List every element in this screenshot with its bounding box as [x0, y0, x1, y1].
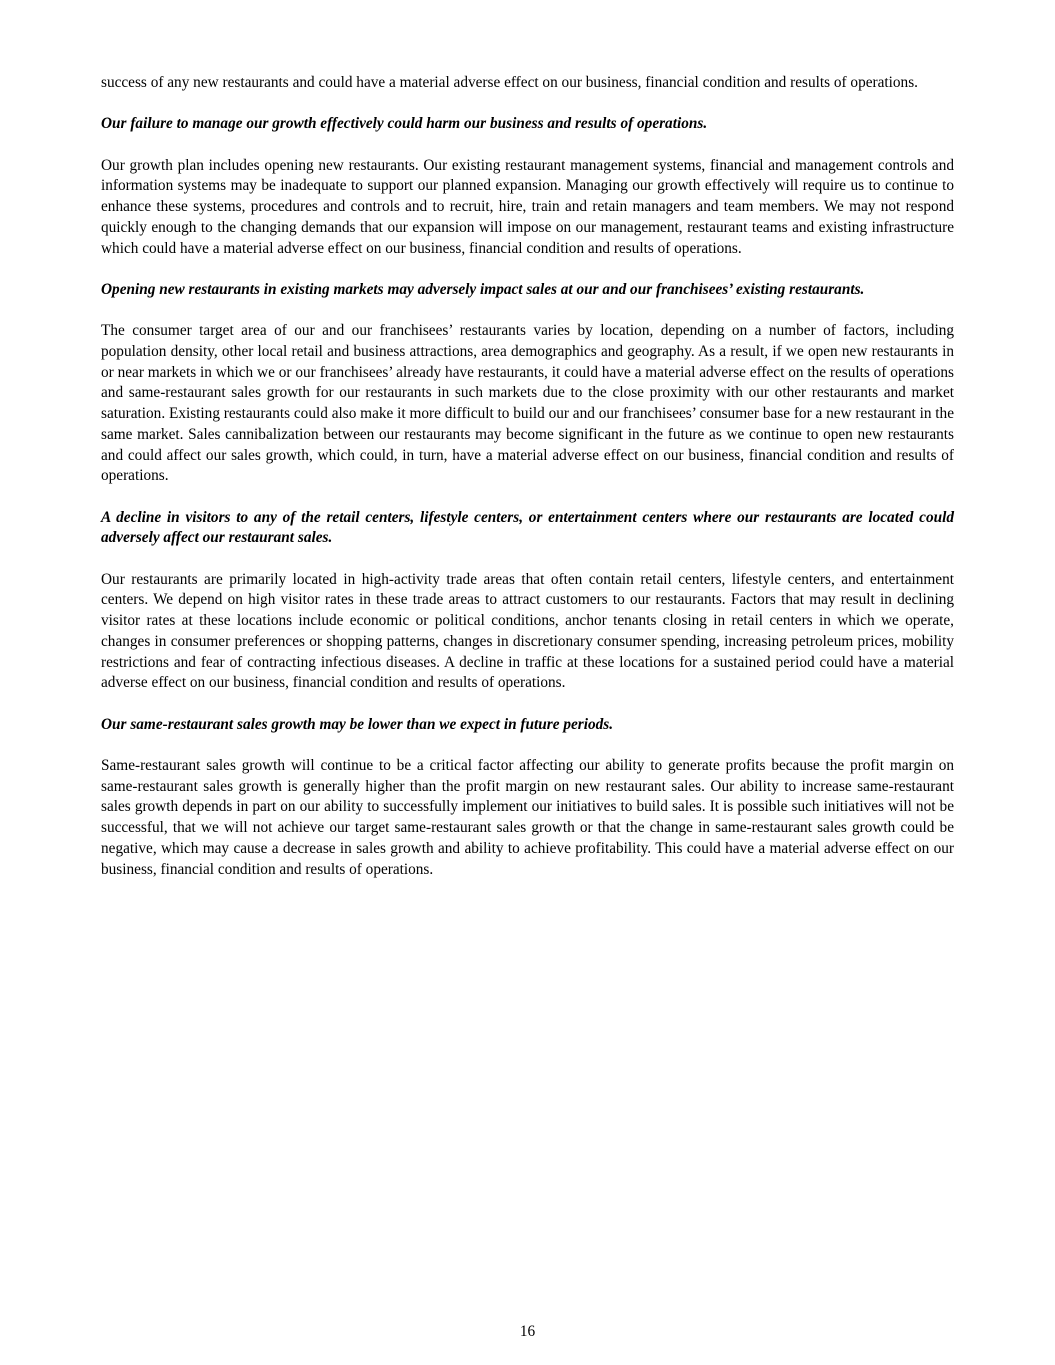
spacer [101, 549, 954, 570]
spacer [101, 694, 954, 715]
page-number: 16 [519, 1323, 536, 1340]
document-body [101, 73, 954, 880]
section-heading-visitor-decline: A decline in visitors to any of the retail centers, lifestyle centers, or entertainment centers where our restaurants are located could adversely affect our restaurant sales. [101, 508, 954, 547]
spacer [101, 487, 954, 508]
paragraph-visitor-decline: Our restaurants are primarily located in high-activity trade areas that often contain retail centers, lifestyle centers, and entertainment centers. We depend on high visitor rates in these trade areas to attract customers to our restaurants. Factors that may result in declining visitor rates at these locations include economic or political conditions, anchor tenants closing in retail centers in which we operate, changes in consumer preferences or shopping patterns, changes in discretionary consumer spending, increasing petroleum prices, mobility restrictions and fear of contracting infectious diseases. A decline in traffic at these locations for a sustained period could have a material adverse effect on our business, financial condition and results of operations. [101, 570, 954, 692]
paragraph-growth-management: Our growth plan includes opening new restaurants. Our existing restaurant management systems, financial and management controls and information systems may be inadequate to support our planned expansion. Managing our growth effectively will require us to continue to enhance these systems, procedures and controls and to recruit, hire, train and retain managers and team members. We may not respond quickly enough to the changing demands that our expansion will impose on our management, restaurant teams and existing infrastructure which could have a material adverse effect on our business, financial condition and results of operations. [101, 156, 954, 257]
section-heading-same-restaurant-sales: Our same-restaurant sales growth may be lower than we expect in future periods. [101, 715, 614, 733]
spacer [101, 259, 954, 280]
spacer [101, 135, 954, 156]
paragraph-same-restaurant-sales: Same-restaurant sales growth will continue to be a critical factor affecting our ability to generate profits because the profit margin on same-restaurant sales growth is generally higher than the profit margin on new restaurant sales. Our ability to increase same-restaurant sales growth depends in part on our ability to successfully implement our initiatives to build sales. It is possible such initiatives will not be successful, that we will not achieve our target same-restaurant sales growth or that the change in same-restaurant sales growth could be negative, which may cause a decrease in sales growth and ability to achieve profitability. This could have a material adverse effect on our business, financial condition and results of operations. [101, 757, 954, 878]
paragraph-existing-markets: The consumer target area of our and our franchisees’ restaurants varies by location, depending on a number of factors, including population density, other local retail and business attractions, area demographics and geography. As a result, if we open new restaurants in or near markets in which we or our franchisees’ already have restaurants, it could have a material adverse effect on the results of operations and same-restaurant sales growth for our restaurants in such markets due to the close proximity with our other restaurants and market saturation. Existing restaurants could also make it more difficult to build our and our franchisees’ consumer base for a new restaurant in the same market. Sales cannibalization between our restaurants may become significant in the future as we continue to open new restaurants and could affect our sales growth, which could, in turn, have a material adverse effect on our business, financial condition and results of operations. [101, 322, 954, 485]
spacer [101, 301, 954, 322]
spacer [101, 94, 954, 115]
section-heading-existing-markets: Opening new restaurants in existing markets may adversely impact sales at our and our franchisees’ existing restaurants. [101, 280, 865, 298]
paragraph-continuation: success of any new restaurants and could have a material adverse effect on our business, financial condition and results of operations. [101, 74, 918, 91]
section-heading-growth-management: Our failure to manage our growth effectively could harm our business and results of operations. [101, 115, 708, 133]
spacer [101, 735, 954, 756]
